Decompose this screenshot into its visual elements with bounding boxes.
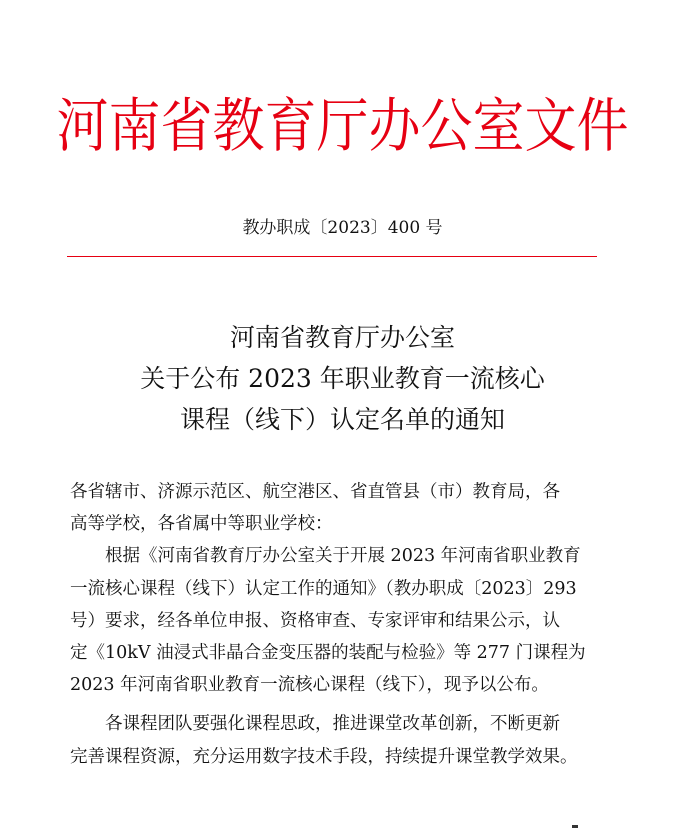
addressee-line-2: 高等学校，各省属中等职业学校：: [70, 514, 333, 535]
document-header-title: 河南省教育厅办公室文件: [56, 93, 629, 161]
paragraph-1-line-2: 一流核心课程（线下）认定工作的通知》（教办职成〔2023〕293: [70, 578, 577, 599]
notice-title: [0, 317, 685, 440]
page-corner-mark: [572, 825, 578, 828]
notice-title-line-2: 关于公布 2023 年职业教育一流核心: [140, 364, 545, 393]
paragraph-1: [70, 540, 615, 701]
addressee: [70, 476, 615, 540]
paragraph-2-line-1: 各课程团队要强化课程思政，推进课堂改革创新，不断更新: [105, 714, 560, 735]
document-number: 教办职成〔2023〕400 号: [242, 218, 443, 238]
document-body: [70, 476, 615, 773]
paragraph-1-line-1: 根据《河南省教育厅办公室关于开展 2023 年河南省职业教育: [105, 546, 581, 567]
paragraph-1-line-4: 定《10kV 油浸式非晶合金变压器的装配与检验》等 277 门课程为: [70, 643, 586, 664]
paragraph-2: [70, 708, 615, 772]
paragraph-1-line-5: 2023 年河南省职业教育一流核心课程（线下），现予以公布。: [70, 675, 549, 696]
addressee-line-1: 各省辖市、济源示范区、航空港区、省直管县（市）教育局，各: [70, 482, 560, 502]
notice-title-line-3: 课程（线下）认定名单的通知: [179, 405, 505, 434]
red-divider-line: [67, 256, 597, 257]
notice-title-line-1: 河南省教育厅办公室: [229, 323, 455, 352]
paragraph-1-line-3: 号）要求，经各单位申报、资格审查、专家评审和结果公示，认: [70, 610, 560, 631]
paragraph-2-line-2: 完善课程资源，充分运用数字技术手段，持续提升课堂教学效果。: [70, 746, 578, 767]
